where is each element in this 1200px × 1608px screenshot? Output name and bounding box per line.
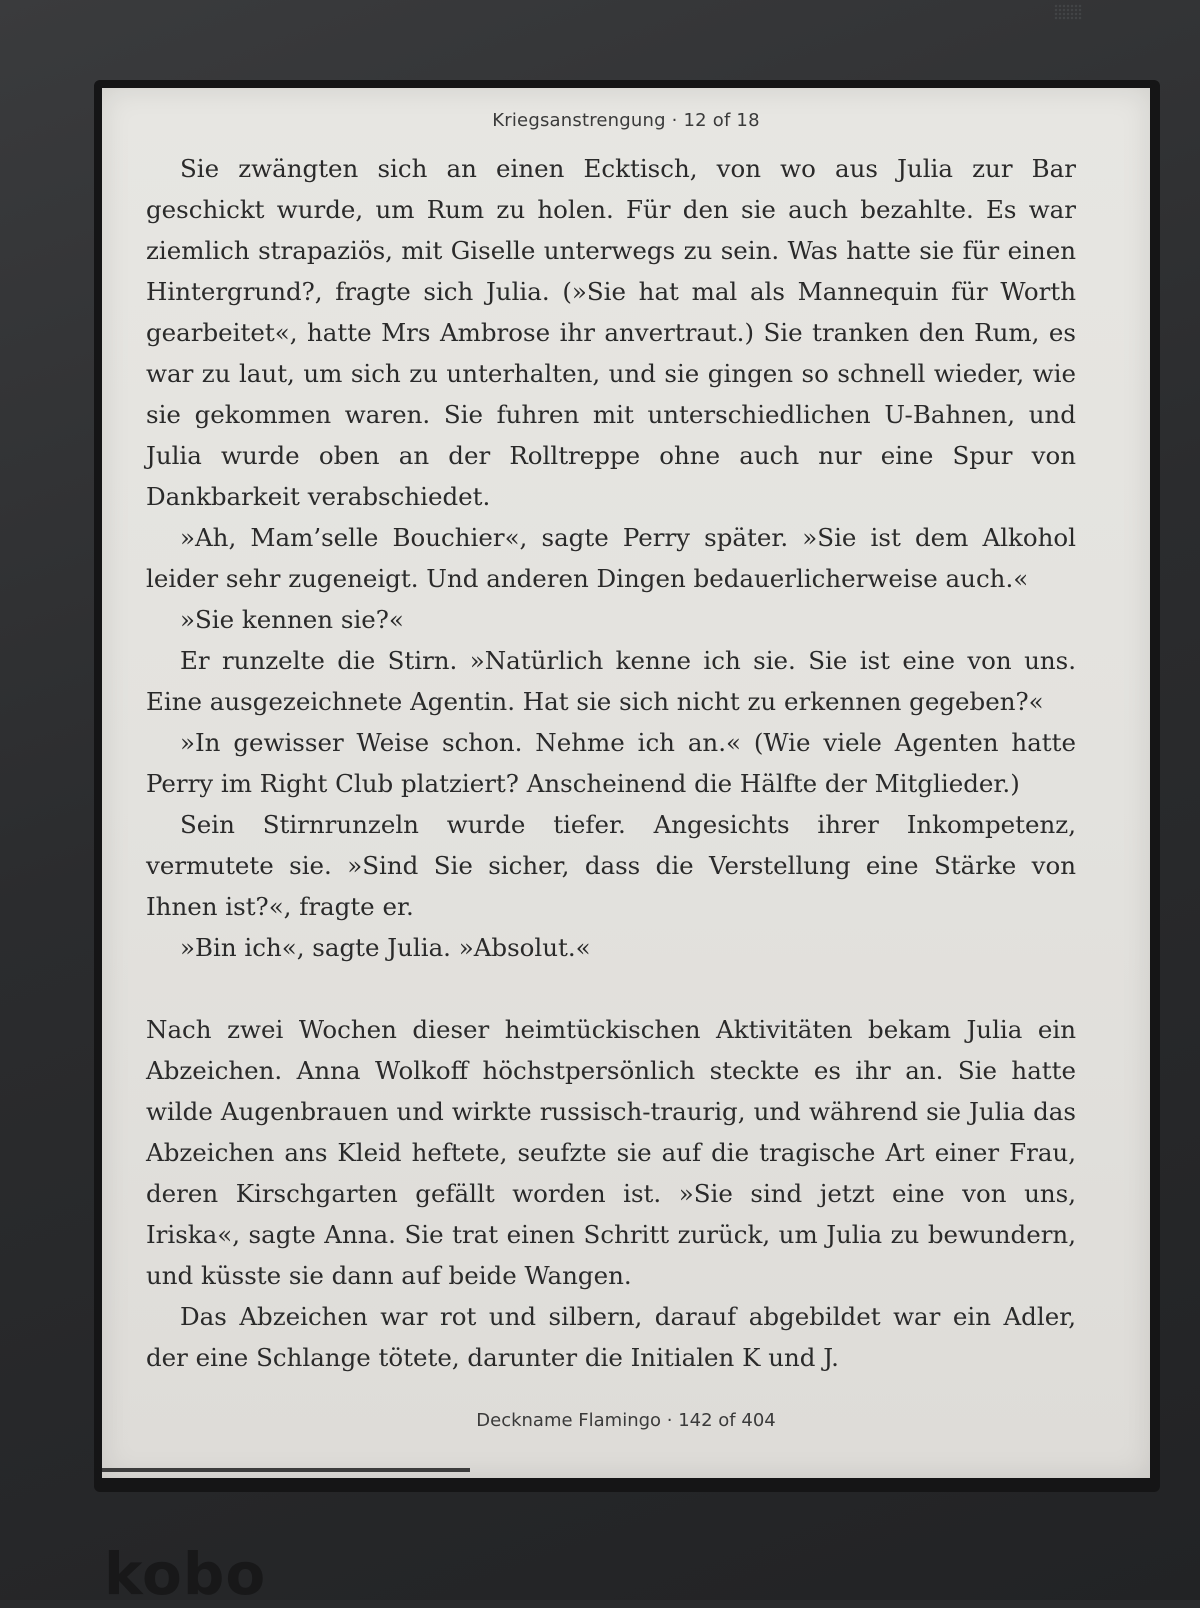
- kobo-logo: kobo: [104, 1540, 267, 1608]
- paragraph: »In gewisser Weise schon. Nehme ich an.« (Wie viele Agenten hatte Perry im Right Club platziert? Anscheinend die Hälfte der Mitglieder.): [146, 728, 1076, 798]
- paragraph: Nach zwei Wochen dieser heimtückischen Aktivitäten bekam Julia ein Abzeichen. Anna Wolkoff höchstpersönlich steckte es ihr an. Sie hatte wilde Augenbrauen und wirkte russisch-traurig, und während sie Julia das Abzeichen ans Kleid heftete, seufzte sie auf die tragische Art einer Frau, deren Kirschgarten gefällt worden ist. »Sie sind jetzt eine von uns, Iriska«, sagte Anna. Sie trat einen Schritt zurück, um Julia zu bewundern, und küsste sie dann auf beide Wangen.: [146, 1015, 1076, 1290]
- book-text[interactable]: [146, 148, 1076, 1378]
- paragraph: »Ah, Mam’selle Bouchier«, sagte Perry später. »Sie ist dem Alkohol leider sehr zugeneigt. Und anderen Dingen bedauerlicherweise auch.«: [146, 523, 1076, 593]
- paragraph: »Bin ich«, sagte Julia. »Absolut.«: [180, 933, 591, 962]
- section-break: [146, 968, 1076, 1009]
- reading-progress-bar: [102, 1468, 1150, 1472]
- reading-progress-fill: [102, 1468, 470, 1472]
- book-footer: Deckname Flamingo · 142 of 404: [476, 1410, 776, 1431]
- light-sensor: [1054, 4, 1082, 20]
- paragraph: Sie zwängten sich an einen Ecktisch, von wo aus Julia zur Bar geschickt wurde, um Rum zu holen. Für den sie auch bezahlte. Es war ziemlich strapaziös, mit Giselle unterwegs zu sein. Was hatte sie für einen Hintergrund?, fragte sich Julia. (»Sie hat mal als Mannequin für Worth gearbeitet«, hatte Mrs Ambrose ihr anvertraut.) Sie tranken den Rum, es war zu laut, um sich zu unterhalten, und sie gingen so schnell wieder, wie sie gekommen waren. Sie fuhren mit unterschiedlichen U-Bahnen, und Julia wurde oben an der Rolltreppe ohne auch nur eine Spur von Dankbarkeit verabschiedet.: [146, 154, 1076, 511]
- paragraph: Er runzelte die Stirn. »Natürlich kenne ich sie. Sie ist eine von uns. Eine ausgezeichnete Agentin. Hat sie sich nicht zu erkennen gegeben?«: [146, 646, 1076, 716]
- paragraph: Das Abzeichen war rot und silbern, darauf abgebildet war ein Adler, der eine Schlange tötete, darunter die Initialen K und J.: [146, 1302, 1076, 1372]
- chapter-header: Kriegsanstrengung · 12 of 18: [492, 110, 760, 131]
- paragraph: »Sie kennen sie?«: [180, 605, 404, 634]
- paragraph: Sein Stirnrunzeln wurde tiefer. Angesichts ihrer Inkompetenz, vermutete sie. »Sind Sie sicher, dass die Verstellung eine Stärke von Ihnen ist?«, fragte er.: [146, 810, 1076, 921]
- reading-screen[interactable]: [102, 88, 1150, 1478]
